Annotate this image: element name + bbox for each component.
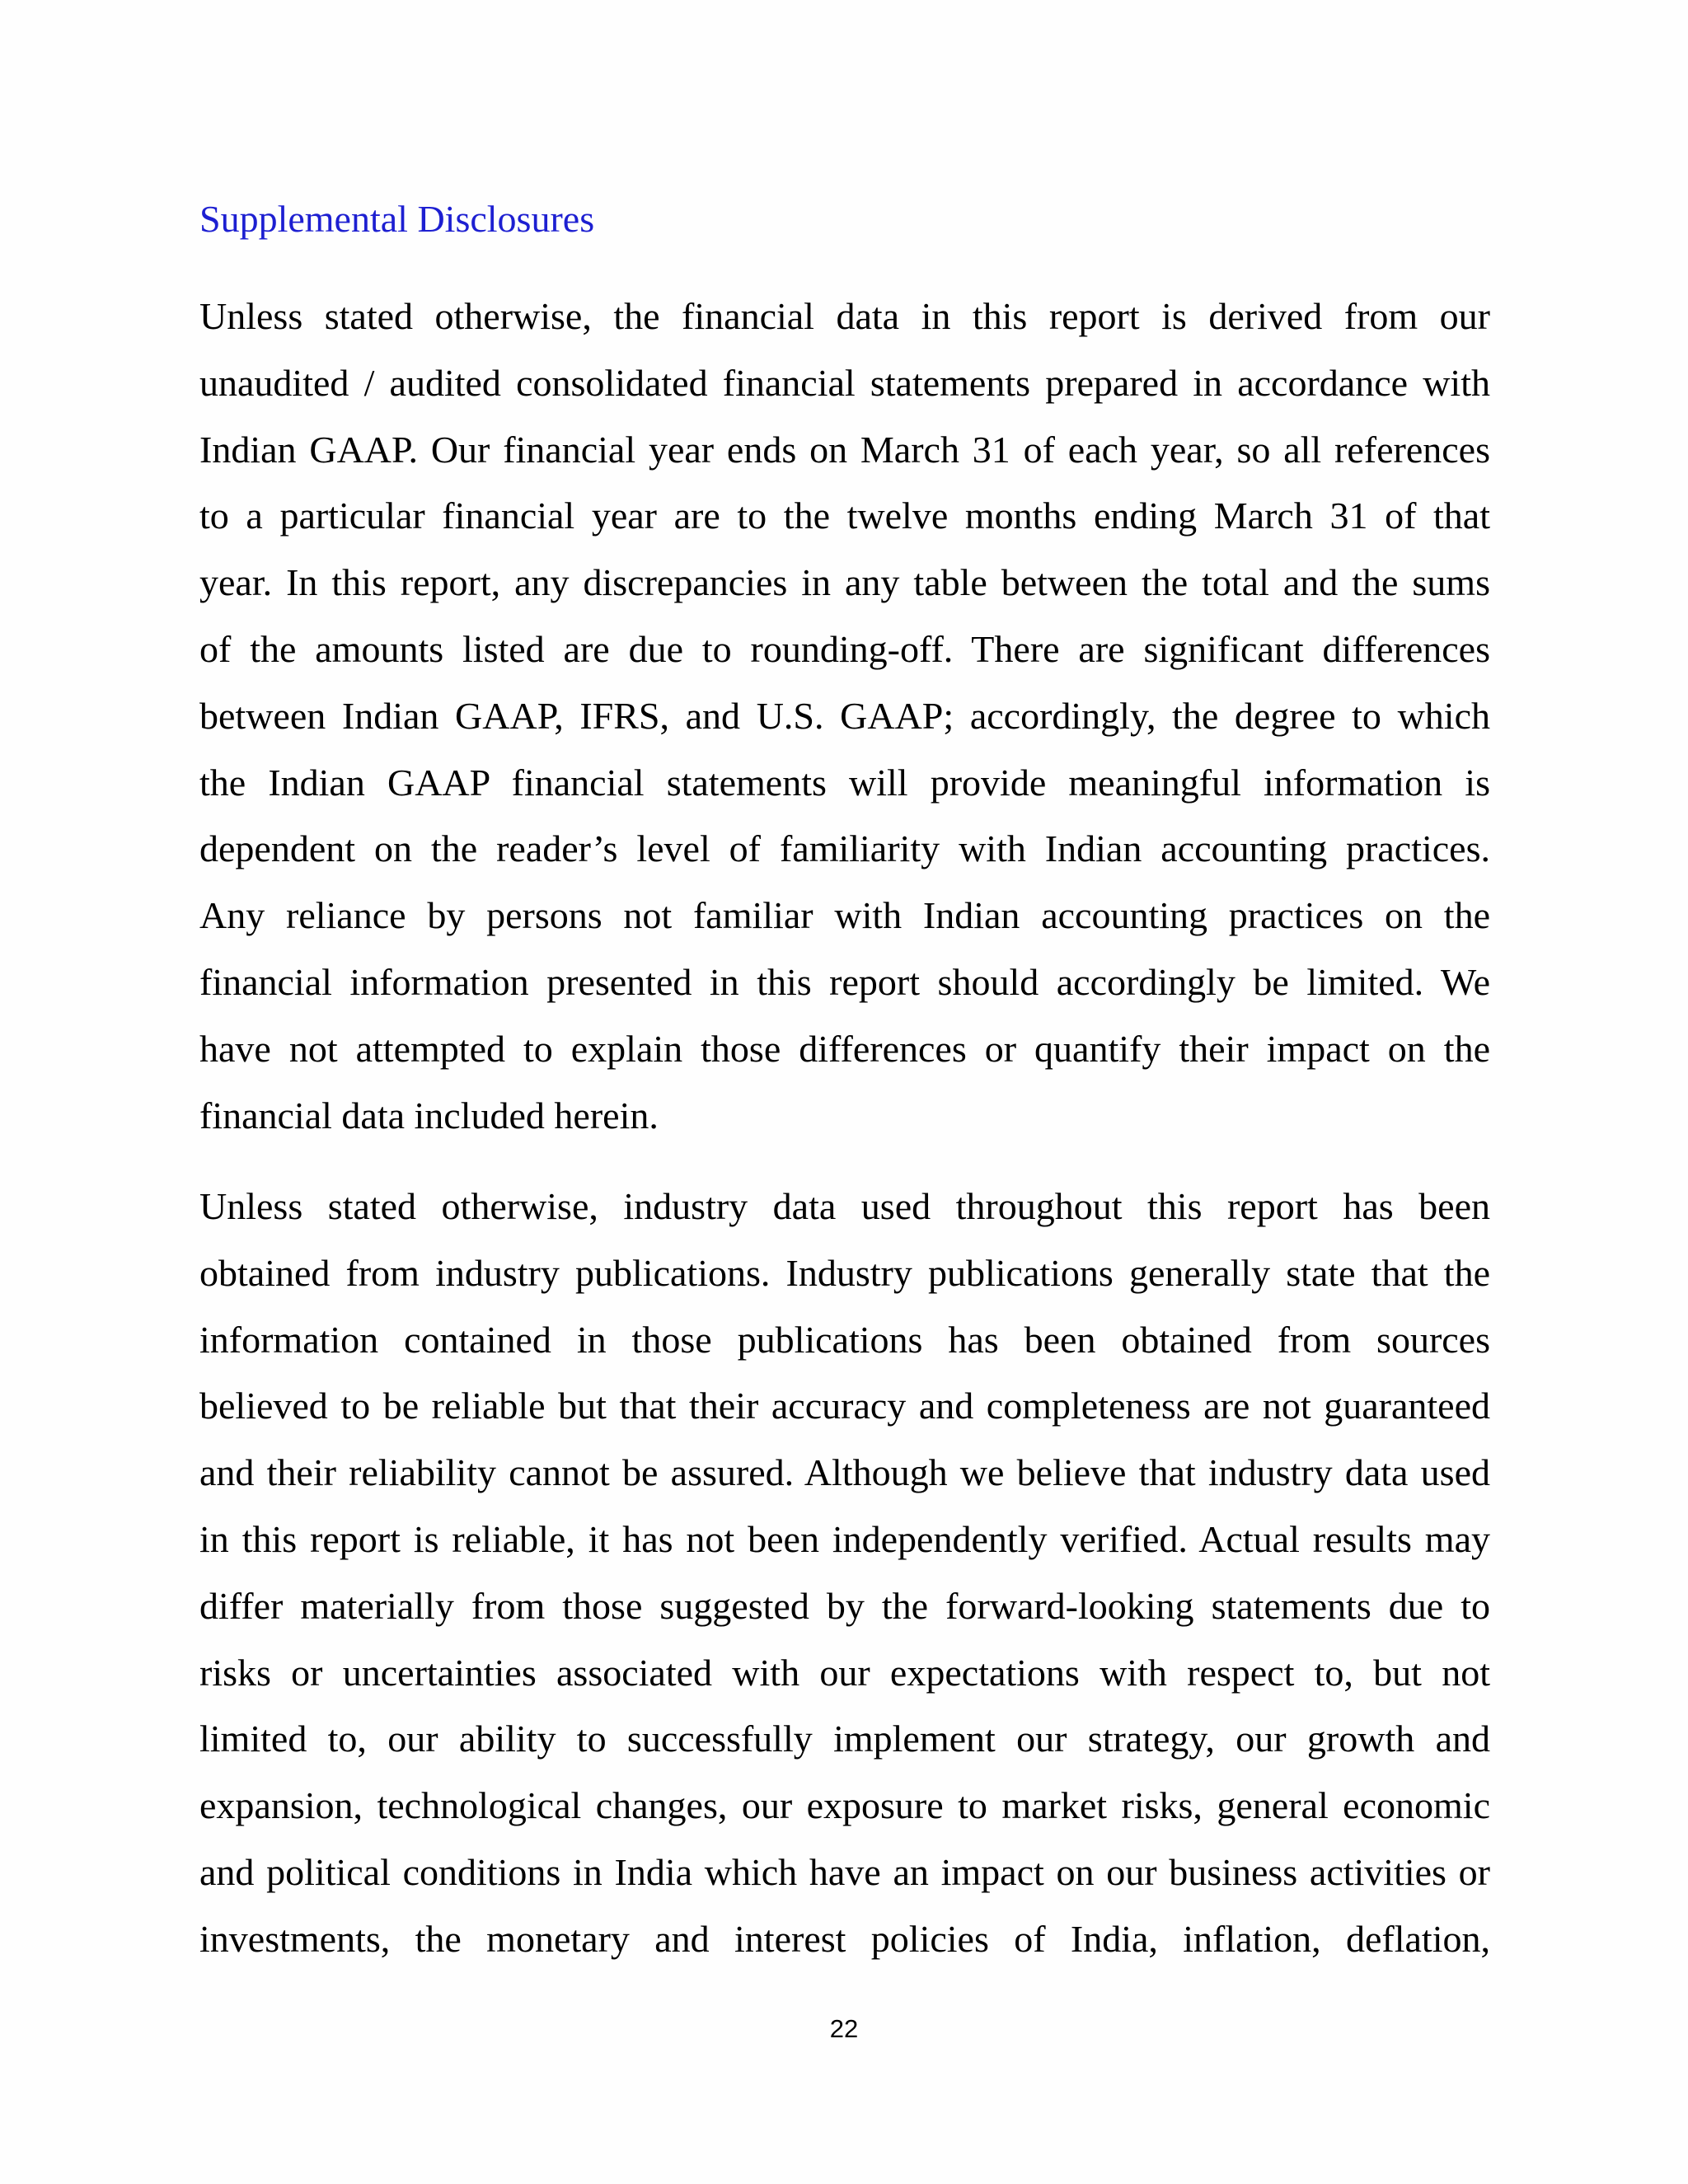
paragraph-line: between Indian GAAP, IFRS, and U.S. GAAP; accordingly, the degree to which bbox=[199, 694, 1490, 737]
paragraph-line: year. In this report, any discrepancies in any table between the total and the sums bbox=[199, 561, 1490, 604]
paragraph-line: have not attempted to explain those differences or quantify their impact on the bbox=[199, 1027, 1490, 1070]
paragraph-line: dependent on the reader’s level of familiarity with Indian accounting practices. bbox=[199, 827, 1490, 870]
paragraph-financial-data bbox=[199, 284, 1490, 1149]
paragraph-line: financial data included herein. bbox=[199, 1094, 659, 1137]
paragraph-line: Unless stated otherwise, the financial data in this report is derived from our bbox=[199, 295, 1490, 337]
paragraph-line: Unless stated otherwise, industry data used throughout this report has been bbox=[199, 1185, 1490, 1227]
paragraph-industry-data bbox=[199, 1174, 1490, 1973]
paragraph-line: expansion, technological changes, our exposure to market risks, general economic bbox=[199, 1784, 1490, 1827]
paragraph-line: and political conditions in India which have an impact on our business activities or bbox=[199, 1850, 1490, 1893]
paragraph-line: unaudited / audited consolidated financial statements prepared in accordance with bbox=[199, 361, 1490, 404]
paragraph-line: investments, the monetary and interest policies of India, inflation, deflation, bbox=[199, 1917, 1490, 1960]
paragraph-line: Any reliance by persons not familiar with Indian accounting practices on the bbox=[199, 894, 1490, 937]
paragraph-line: limited to, our ability to successfully implement our strategy, our growth and bbox=[199, 1718, 1490, 1760]
paragraph-line: the Indian GAAP financial statements will provide meaningful information is bbox=[199, 761, 1490, 804]
paragraph-line: in this report is reliable, it has not been independently verified. Actual results may bbox=[199, 1517, 1490, 1560]
paragraph-line: financial information presented in this report should accordingly be limited. We bbox=[199, 960, 1490, 1003]
paragraph-line: of the amounts listed are due to rounding-off. There are significant differences bbox=[199, 627, 1490, 670]
paragraph-line: and their reliability cannot be assured. Although we believe that industry data used bbox=[199, 1451, 1490, 1494]
paragraph-line: differ materially from those suggested by the forward-looking statements due to bbox=[199, 1584, 1490, 1627]
paragraph-line: to a particular financial year are to the twelve months ending March 31 of that bbox=[199, 494, 1490, 537]
paragraph-line: Indian GAAP. Our financial year ends on March 31 of each year, so all references bbox=[199, 428, 1490, 471]
paragraph-line: believed to be reliable but that their accuracy and completeness are not guaranteed bbox=[199, 1385, 1490, 1427]
paragraph-line: information contained in those publications has been obtained from sources bbox=[199, 1318, 1490, 1361]
section-heading: Supplemental Disclosures bbox=[199, 198, 595, 240]
paragraph-line: obtained from industry publications. Industry publications generally state that the bbox=[199, 1251, 1490, 1294]
page-number: 22 bbox=[829, 2014, 859, 2043]
paragraph-line: risks or uncertainties associated with our expectations with respect to, but not bbox=[199, 1651, 1490, 1694]
